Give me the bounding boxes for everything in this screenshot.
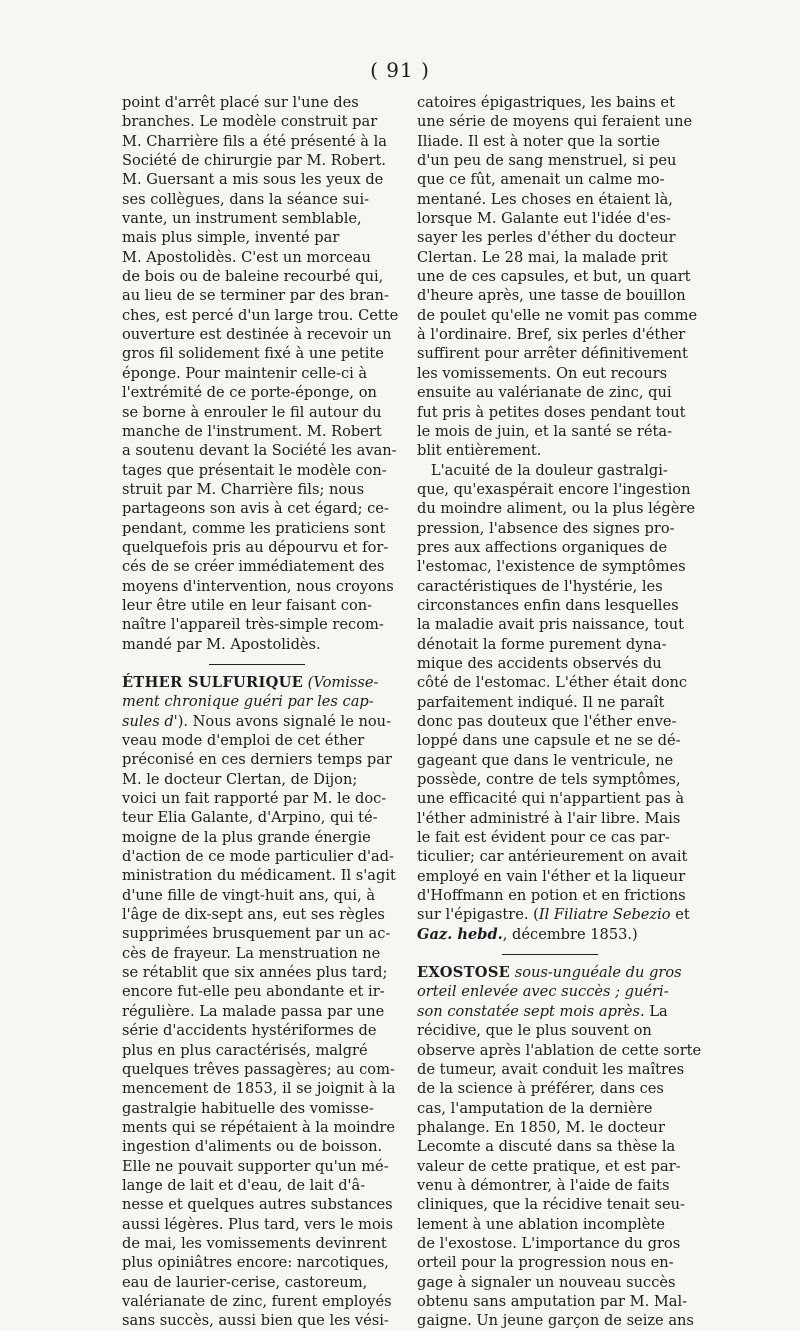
reference-conjunction: et	[670, 906, 690, 924]
reference-line	[417, 905, 690, 924]
text-line: gaigne. Un jeune garçon de seize ans	[417, 1312, 694, 1330]
text-line: gastralgie habituelle des vomisse-	[122, 1099, 374, 1117]
text-line: une de ces capsules, et but, un quart	[417, 268, 691, 286]
text-line: quelquefois pris au dépourvu et for-	[122, 538, 389, 556]
text-line: dénotait la forme purement dyna-	[417, 635, 667, 653]
text-line: Elle ne pouvait supporter qu'un mé-	[122, 1157, 389, 1175]
text-line: circonstances enfin dans lesquelles	[417, 596, 679, 614]
text-line: valeur de cette pratique, et est par-	[417, 1157, 681, 1175]
reference-text: sur l'épigastre. (	[417, 906, 539, 924]
ether-subtitle-end: sules d'	[122, 712, 178, 730]
exostose-paragraph	[417, 1021, 702, 1331]
text-line: mentané. Les choses en étaient là,	[417, 190, 673, 208]
text-line: éponge. Pour maintenir celle-ci à	[122, 364, 368, 382]
text-line: d'Hoffmann en potion et en frictions	[417, 887, 686, 905]
text-line: ingestion d'aliments ou de boisson.	[122, 1138, 383, 1156]
text-line: phalange. En 1850, M. le docteur	[417, 1118, 665, 1136]
exostose-paragraph-start: La	[644, 1002, 668, 1020]
text-line: mais plus simple, inventé par	[122, 229, 340, 247]
text-line: sayer les perles d'éther du docteur	[417, 229, 676, 247]
exostose-subtitle: sous-unguéale du gros	[510, 964, 682, 982]
ether-section-subtitle: (Vomisse-	[303, 673, 379, 691]
text-line: série d'accidents hystériformes de	[122, 1022, 377, 1040]
text-line: de la science à préférer, dans ces	[417, 1080, 664, 1098]
text-line: caractéristiques de l'hystérie, les	[417, 577, 663, 595]
text-line: supprimées brusquement par un ac-	[122, 925, 391, 943]
text-line: catoires épigastriques, les bains et	[417, 94, 675, 111]
text-line: fut pris à petites doses pendant tout	[417, 403, 686, 421]
text-line: la maladie avait pris naissance, tout	[417, 616, 684, 634]
text-line: employé en vain l'éther et la liqueur	[417, 867, 686, 885]
text-line: plus opiniâtres encore: narcotiques,	[122, 1254, 389, 1272]
text-line: du moindre aliment, ou la plus légère	[417, 500, 695, 518]
text-line: lange de lait et d'eau, de lait d'â-	[122, 1176, 366, 1194]
text-line: d'un peu de sang menstruel, si peu	[417, 152, 677, 170]
section-divider-2	[502, 954, 598, 955]
text-line: valérianate de zinc, furent employés	[122, 1292, 392, 1310]
text-line: à l'ordinaire. Bref, six perles d'éther	[417, 326, 686, 344]
ether-paragraph-start: ). Nous avons signalé le nou-	[177, 712, 391, 730]
text-line: donc pas douteux que l'éther enve-	[417, 713, 677, 730]
text-line: de poulet qu'elle ne vomit pas comme	[417, 306, 698, 324]
text-line: pendant, comme les praticiens sont	[122, 519, 386, 537]
text-line: parfaitement indiqué. Il ne paraît	[417, 693, 665, 711]
text-line: M. le docteur Clertan, de Dijon;	[122, 770, 358, 788]
text-line: lement à une ablation incomplète	[417, 1215, 665, 1233]
text-line: veau mode d'emploi de cet éther	[122, 732, 365, 749]
text-line: Lecomte a discuté dans sa thèse la	[417, 1138, 676, 1156]
text-line: d'heure après, une tasse de bouillon	[417, 287, 686, 305]
text-line: gage à signaler un nouveau succès	[417, 1273, 676, 1291]
text-line: loppé dans une capsule et ne se dé-	[417, 732, 681, 750]
acuity-paragraph	[417, 461, 695, 906]
text-line: l'extrémité de ce porte-éponge, on	[122, 384, 377, 402]
text-line: venu à démontrer, à l'aide de faits	[417, 1176, 670, 1194]
text-line: récidive, que le plus souvent on	[417, 1022, 652, 1040]
text-line: suffirent pour arrêter définitivement	[417, 345, 688, 363]
text-line: branches. Le modèle construit par	[122, 113, 378, 131]
right-column	[417, 93, 702, 1331]
text-line: de l'exostose. L'importance du gros	[417, 1234, 681, 1252]
text-line: que ce fût, amenait un calme mo-	[417, 171, 665, 189]
reference-journal: Il Filiatre Sebezio	[538, 906, 671, 924]
text-line: leur être utile en leur faisant con-	[122, 596, 373, 614]
text-line: lorsque M. Galante eut l'idée d'es-	[417, 210, 671, 228]
exostose-section-title: EXOSTOSE	[417, 964, 511, 982]
ether-section-subtitle-line2: ment chronique guéri par les cap-	[122, 693, 374, 711]
text-line: quelques trêves passagères; au com-	[122, 1060, 395, 1078]
text-line: point d'arrêt placé sur l'une des	[122, 94, 359, 111]
text-line: M. Charrière fils a été présenté à la	[122, 132, 387, 150]
ether-section-subtitle-line3	[122, 712, 392, 731]
text-line: ministration du médicament. Il s'agit	[122, 867, 396, 885]
text-line: les vomissements. On eut recours	[417, 364, 668, 382]
text-line: se rétablit que six années plus tard;	[122, 964, 388, 982]
text-line: ches, est percé d'un large trou. Cette	[122, 306, 399, 324]
text-line: ments qui se répétaient à la moindre	[122, 1118, 396, 1136]
text-line: mandé par M. Apostolidès.	[122, 635, 321, 653]
text-line: préconisé en ces derniers temps par	[122, 751, 392, 769]
text-line: aussi légères. Plus tard, vers le mois	[122, 1215, 393, 1233]
text-line: eau de laurier-cerise, castoreum,	[122, 1273, 368, 1291]
text-line: cliniques, que la récidive tenait seu-	[417, 1196, 685, 1214]
text-line: orteil pour la progression nous en-	[417, 1254, 674, 1272]
text-line: ouverture est destinée à recevoir un	[122, 326, 392, 344]
text-line: gageant que dans le ventricule, ne	[417, 751, 674, 769]
text-line: pres aux affections organiques de	[417, 538, 668, 556]
ether-section-title: ÉTHER SULFURIQUE	[122, 673, 304, 691]
text-line: d'une fille de vingt-huit ans, qui, à	[122, 886, 376, 904]
text-line: Clertan. Le 28 mai, la malade prit	[417, 248, 668, 266]
text-line: de tumeur, avait conduit les maîtres	[417, 1060, 685, 1078]
text-line: ses collègues, dans la séance sui-	[122, 190, 370, 208]
text-line: vante, un instrument semblable,	[122, 210, 362, 228]
text-line: moigne de la plus grande énergie	[122, 828, 371, 846]
section-divider	[209, 664, 305, 665]
ether-section-heading-line	[122, 673, 392, 692]
exostose-heading-line	[417, 963, 683, 982]
text-line: observe après l'ablation de cette sorte	[417, 1041, 702, 1059]
text-line: ticulier; car antérieurement on avait	[417, 848, 688, 866]
text-line: blit entièrement.	[417, 442, 542, 460]
text-line: le fait est évident pour ce cas par-	[417, 829, 670, 847]
text-line: au lieu de se terminer par des bran-	[122, 287, 389, 305]
text-line: cés de se créer immédiatement des	[122, 558, 385, 576]
text-line: a soutenu devant la Société les avan-	[122, 442, 397, 460]
page-number: ( 91 )	[370, 58, 430, 82]
text-line: mencement de 1853, il se joignit à la	[122, 1080, 396, 1098]
text-line: sans succès, aussi bien que les vési-	[122, 1312, 389, 1330]
text-line: ensuite au valérianate de zinc, qui	[417, 384, 672, 402]
text-line: une série de moyens qui feraient une	[417, 113, 693, 131]
right-paragraph-continued	[417, 93, 698, 461]
text-line: M. Guersant a mis sous les yeux de	[122, 171, 384, 189]
text-line: cès de frayeur. La menstruation ne	[122, 944, 381, 962]
text-line: teur Elia Galante, d'Arpino, qui té-	[122, 809, 378, 827]
text-line: tages que présentait le modèle con-	[122, 461, 387, 479]
text-line: pression, l'absence des signes pro-	[417, 519, 675, 537]
text-line: nesse et quelques autres substances	[122, 1196, 393, 1214]
text-line: gros fil solidement fixé à une petite	[122, 345, 384, 363]
exostose-subtitle-line3	[417, 1002, 683, 1021]
reference-date: , décembre 1853.)	[502, 925, 638, 943]
text-line: l'éther administré à l'air libre. Mais	[417, 809, 681, 827]
text-line: Société de chirurgie par M. Robert.	[122, 152, 387, 170]
reference-line-2	[417, 925, 683, 944]
text-line: L'acuité de la douleur gastralgi-	[417, 461, 668, 479]
text-line: obtenu sans amputation par M. Mal-	[417, 1292, 688, 1310]
left-paragraph-continued	[122, 93, 399, 654]
text-line: manche de l'instrument. M. Robert	[122, 422, 382, 440]
text-line: une efficacité qui n'appartient pas à	[417, 790, 685, 808]
exostose-subtitle-line2: orteil enlevée avec succès ; guéri-	[417, 983, 669, 1001]
text-line: de mai, les vomissements devinrent	[122, 1234, 387, 1252]
text-line: struit par M. Charrière fils; nous	[122, 480, 365, 498]
text-line: de bois ou de baleine recourbé qui,	[122, 268, 384, 286]
text-line: d'action de ce mode particulier d'ad-	[122, 848, 394, 866]
ether-paragraph	[122, 731, 396, 1331]
text-line: cas, l'amputation de la dernière	[417, 1099, 653, 1117]
text-line: encore fut-elle peu abondante et ir-	[122, 983, 385, 1001]
text-line: le mois de juin, et la santé se réta-	[417, 422, 672, 440]
text-line: voici un fait rapporté par M. le doc-	[122, 790, 387, 808]
exostose-subtitle-end: son constatée sept mois après.	[417, 1002, 645, 1020]
left-column	[122, 93, 399, 1331]
text-line: partageons son avis à cet égard; ce-	[122, 500, 389, 518]
text-line: mique des accidents observés du	[417, 654, 662, 672]
text-line: M. Apostolidès. C'est un morceau	[122, 248, 371, 266]
text-line: se borne à enrouler le fil autour du	[122, 403, 382, 421]
text-line: moyens d'intervention, nous croyons	[122, 577, 394, 595]
text-line: l'estomac, l'existence de symptômes	[417, 558, 686, 576]
text-line: naître l'appareil très-simple recom-	[122, 616, 384, 634]
text-line: plus en plus caractérisés, malgré	[122, 1041, 368, 1059]
text-line: que, qu'exaspérait encore l'ingestion	[417, 480, 691, 498]
text-line: régulière. La malade passa par une	[122, 1002, 385, 1020]
text-line: côté de l'estomac. L'éther était donc	[417, 674, 688, 692]
reference-journal-2: Gaz. hebd.	[417, 925, 503, 943]
text-line: Iliade. Il est à noter que la sortie	[417, 132, 660, 150]
text-line: possède, contre de tels symptômes,	[417, 771, 681, 789]
text-line: l'âge de dix-sept ans, eut ses règles	[122, 906, 385, 924]
